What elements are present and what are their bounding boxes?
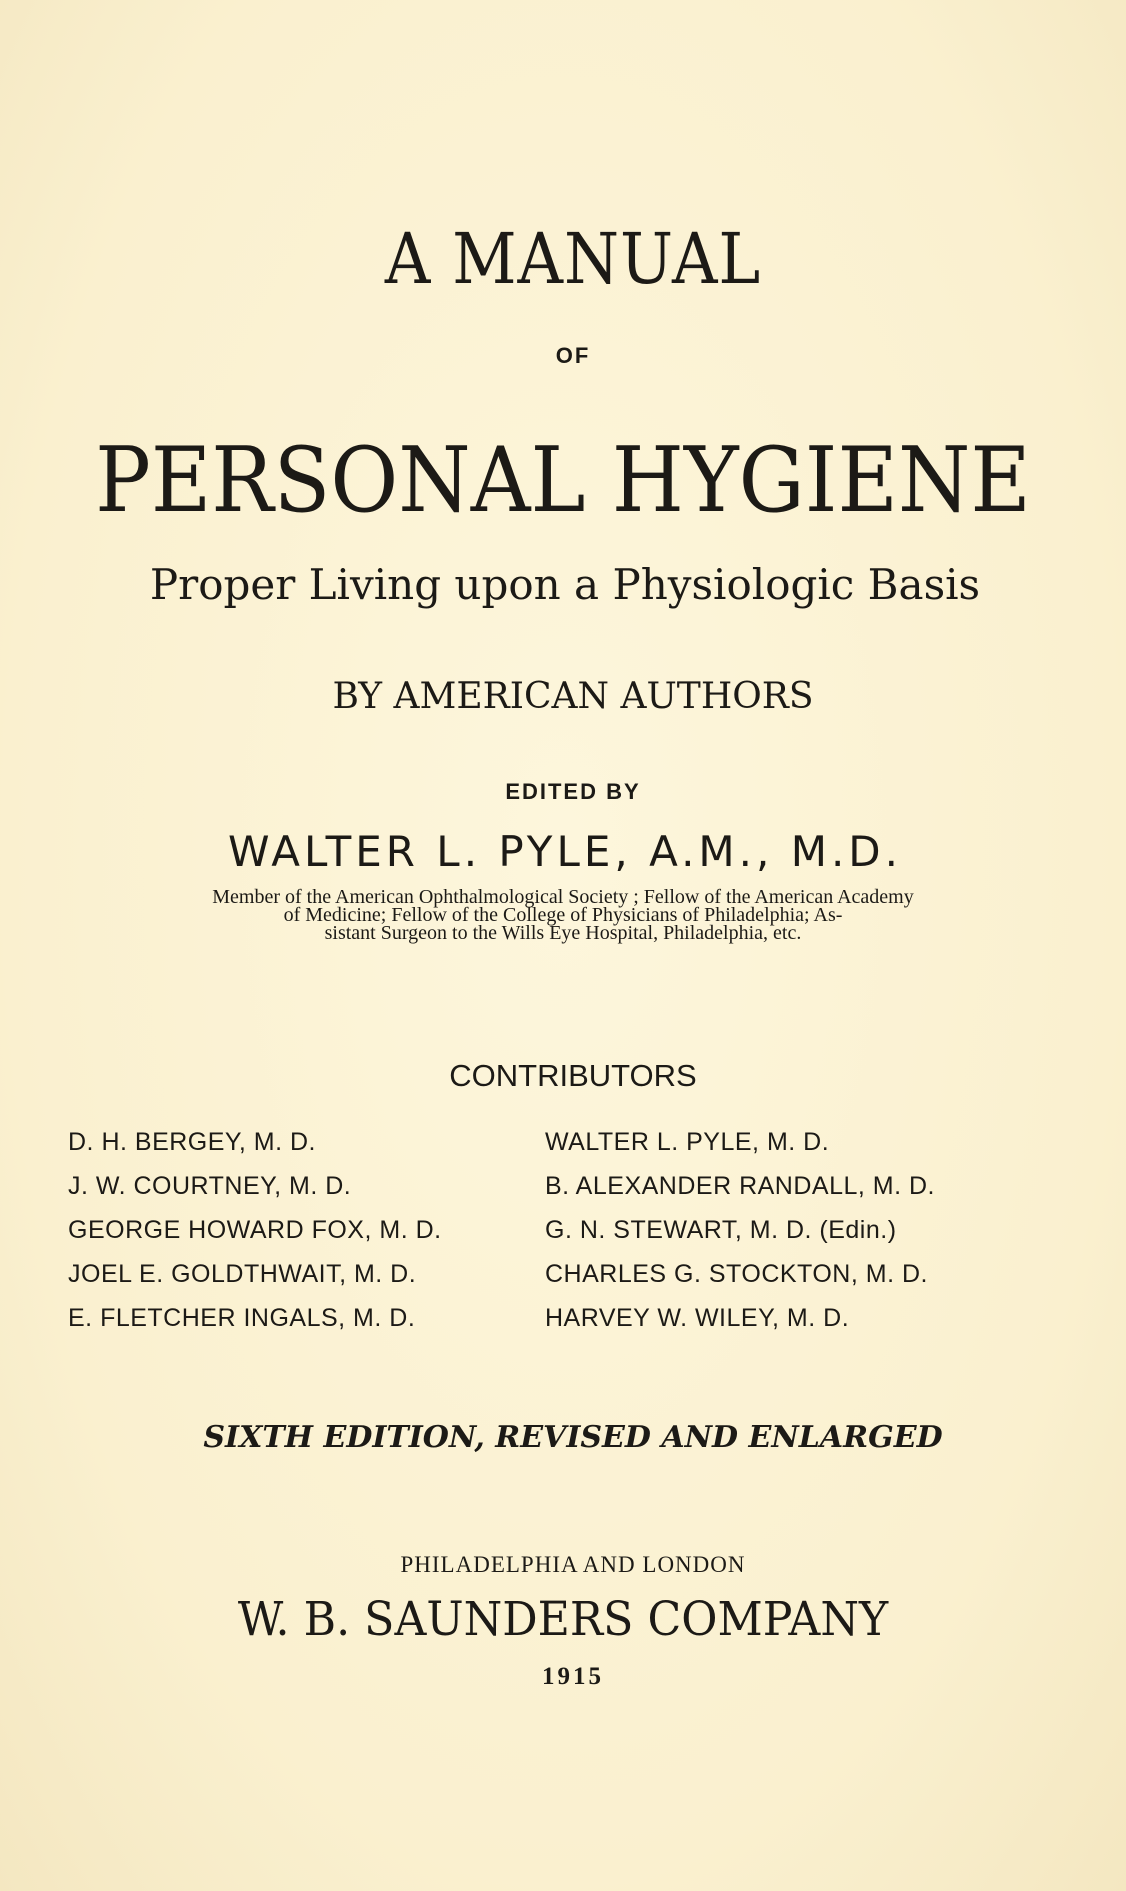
contributor: J. W. COURTNEY, M. D. [68, 1172, 352, 1200]
editor-affiliations [0, 888, 1126, 942]
title-line-1: A MANUAL [384, 218, 762, 300]
editor-name: WALTER L. PYLE, A.M., M.D. [227, 827, 902, 876]
contributor: B. ALEXANDER RANDALL, M. D. [545, 1172, 936, 1200]
publisher-name: W. B. SAUNDERS COMPANY [237, 1592, 889, 1647]
contributors-right-column [545, 1120, 935, 1340]
contributor: CHARLES G. STOCKTON, M. D. [545, 1260, 928, 1288]
affiliation-line: of Medicine; Fellow of the College of Physicians of Philadelphia; As- [283, 904, 843, 926]
contributor: E. FLETCHER INGALS, M. D. [68, 1304, 416, 1332]
contributor: G. N. STEWART, M. D. (Edin.) [545, 1216, 897, 1244]
by-line: BY AMERICAN AUTHORS [332, 676, 814, 717]
publisher-cities: PHILADELPHIA AND LONDON [400, 1552, 746, 1577]
contributor: GEORGE HOWARD FOX, M. D. [68, 1216, 442, 1244]
contributor: HARVEY W. WILEY, M. D. [545, 1304, 850, 1332]
edition-note: SIXTH EDITION, REVISED AND ENLARGED [203, 1420, 943, 1455]
contributors-heading: CONTRIBUTORS [449, 1058, 697, 1093]
main-title: PERSONAL HYGIENE [95, 428, 1031, 533]
contributors-left-column [68, 1120, 442, 1340]
subtitle: Proper Living upon a Physiologic Basis [149, 560, 981, 609]
affiliation-line: Member of the American Ophthalmological Society ; Fellow of the American Academy [212, 886, 914, 908]
edited-by-label: EDITED BY [505, 779, 641, 804]
affiliation-line: sistant Surgeon to the Wills Eye Hospital, Philadelphia, etc. [324, 922, 802, 944]
contributor: D. H. BERGEY, M. D. [68, 1128, 316, 1156]
contributor: WALTER L. PYLE, M. D. [545, 1128, 830, 1156]
contributor: JOEL E. GOLDTHWAIT, M. D. [68, 1260, 417, 1288]
publication-year: 1915 [542, 1663, 604, 1690]
title-connector: OF [555, 343, 591, 368]
